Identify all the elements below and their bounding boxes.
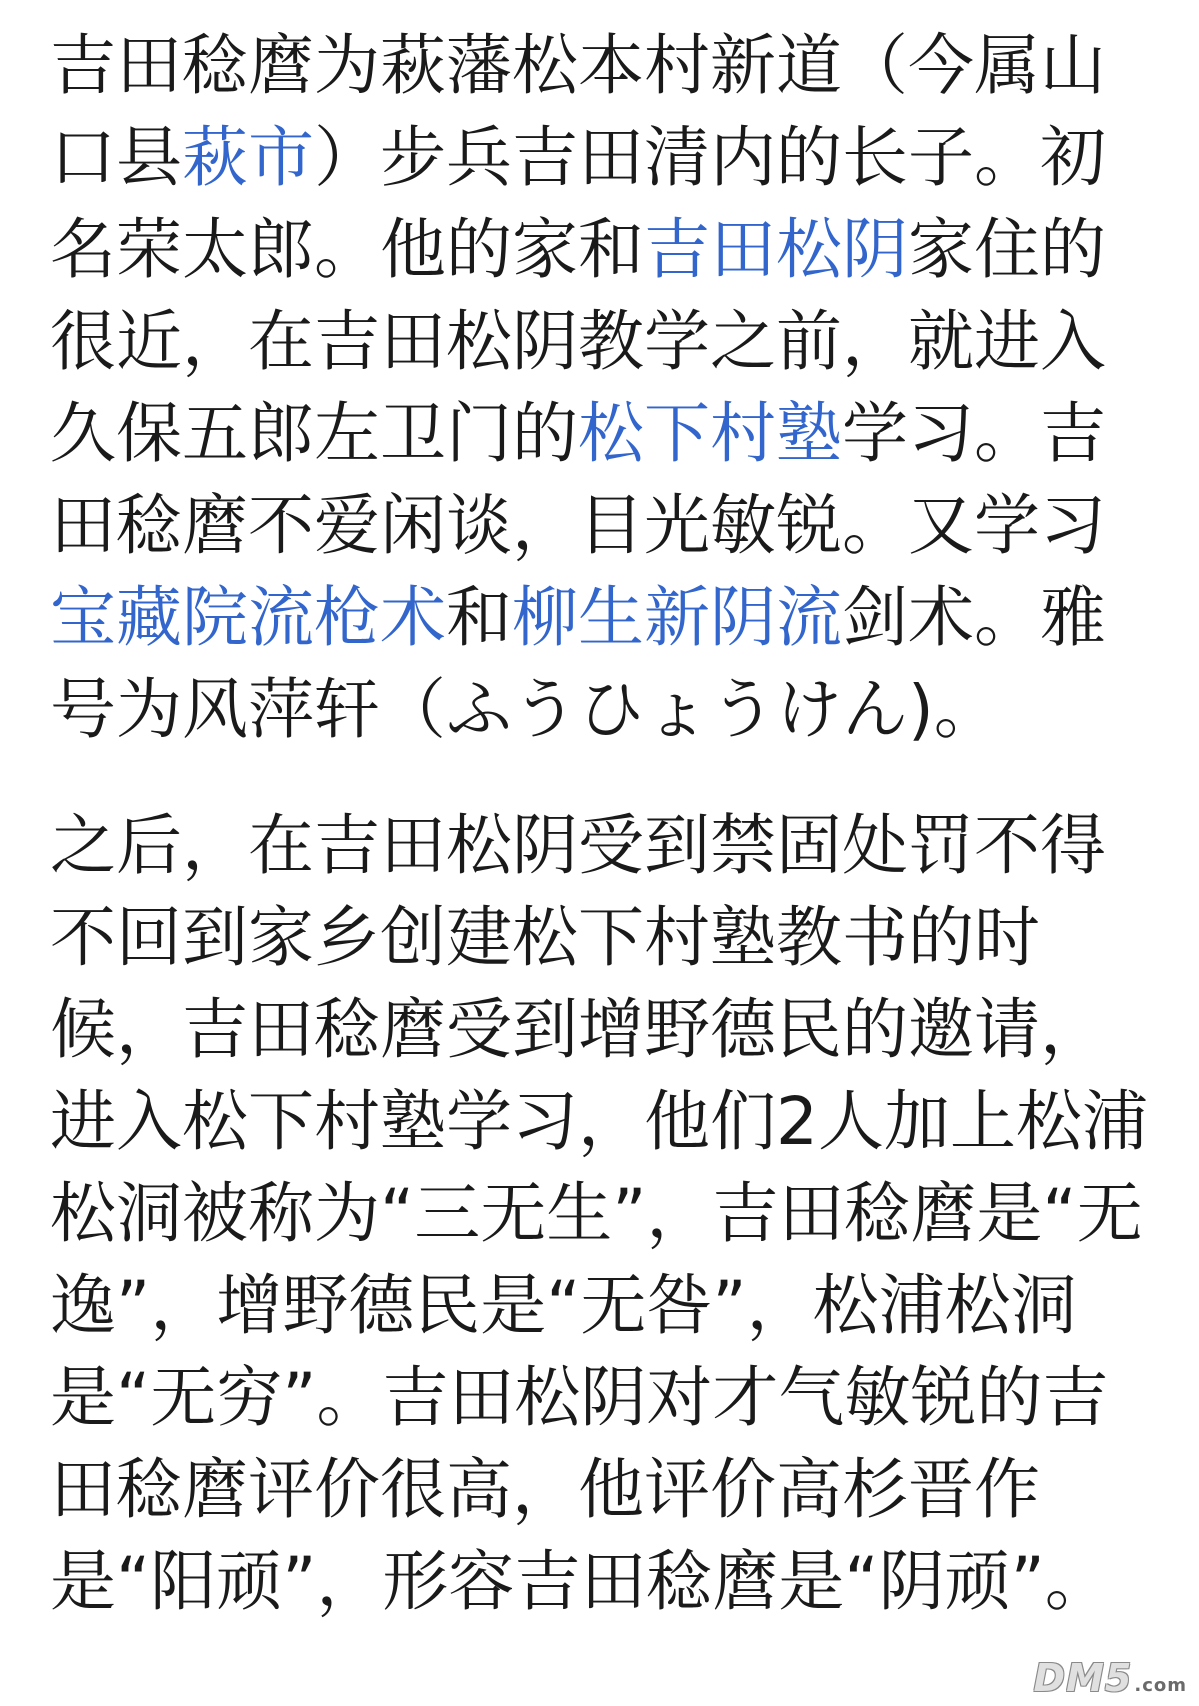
link-yoshida-shoin[interactable]: 吉田松阴	[644, 211, 908, 288]
site-watermark-logo	[1034, 1656, 1187, 1700]
text-segment: 吉田稔麿为萩藩松本村新道（今属山口县	[50, 27, 1106, 196]
text-segment: 和	[446, 579, 512, 656]
article-body	[50, 20, 1150, 1628]
link-yagyu-shinkage-ryu[interactable]: 柳生新阴流	[512, 579, 842, 656]
text-segment: 家住的很近，在吉田松阴教学之前，就进入久保五郎左卫门的	[50, 211, 1106, 472]
watermark-brand: DM5	[1033, 1656, 1133, 1700]
text-segment: ）步兵吉田清内的长子。初名荣太郎。他的家和	[50, 119, 1106, 288]
watermark-suffix: .com	[1134, 1675, 1187, 1696]
text-segment: 剑术。雅号为风萍轩（ふうひょうけん)。	[50, 579, 1106, 748]
paragraph-1	[50, 20, 1150, 756]
text-segment: 学习。吉田稔麿不爱闲谈，目光敏锐。又学习	[50, 395, 1106, 564]
paragraph-2: 之后，在吉田松阴受到禁固处罚不得不回到家乡创建松下村塾教书的时候，吉田稔麿受到增野德民的邀请，进入松下村塾学习，他们2人加上松浦松洞被称为“三无生”，吉田稔麿是“无逸”，增野德民是“无咎”，松浦松洞是“无穷”。吉田松阴对才气敏锐的吉田稔麿评价很高，他评价高杉晋作是“阳顽”，形容吉田稔麿是“阴顽”。	[50, 807, 1148, 1620]
link-hagi-city[interactable]: 萩市	[182, 119, 314, 196]
link-hozoin-ryu[interactable]: 宝藏院流枪术	[50, 579, 446, 656]
link-shoka-sonjuku[interactable]: 松下村塾	[578, 395, 842, 472]
